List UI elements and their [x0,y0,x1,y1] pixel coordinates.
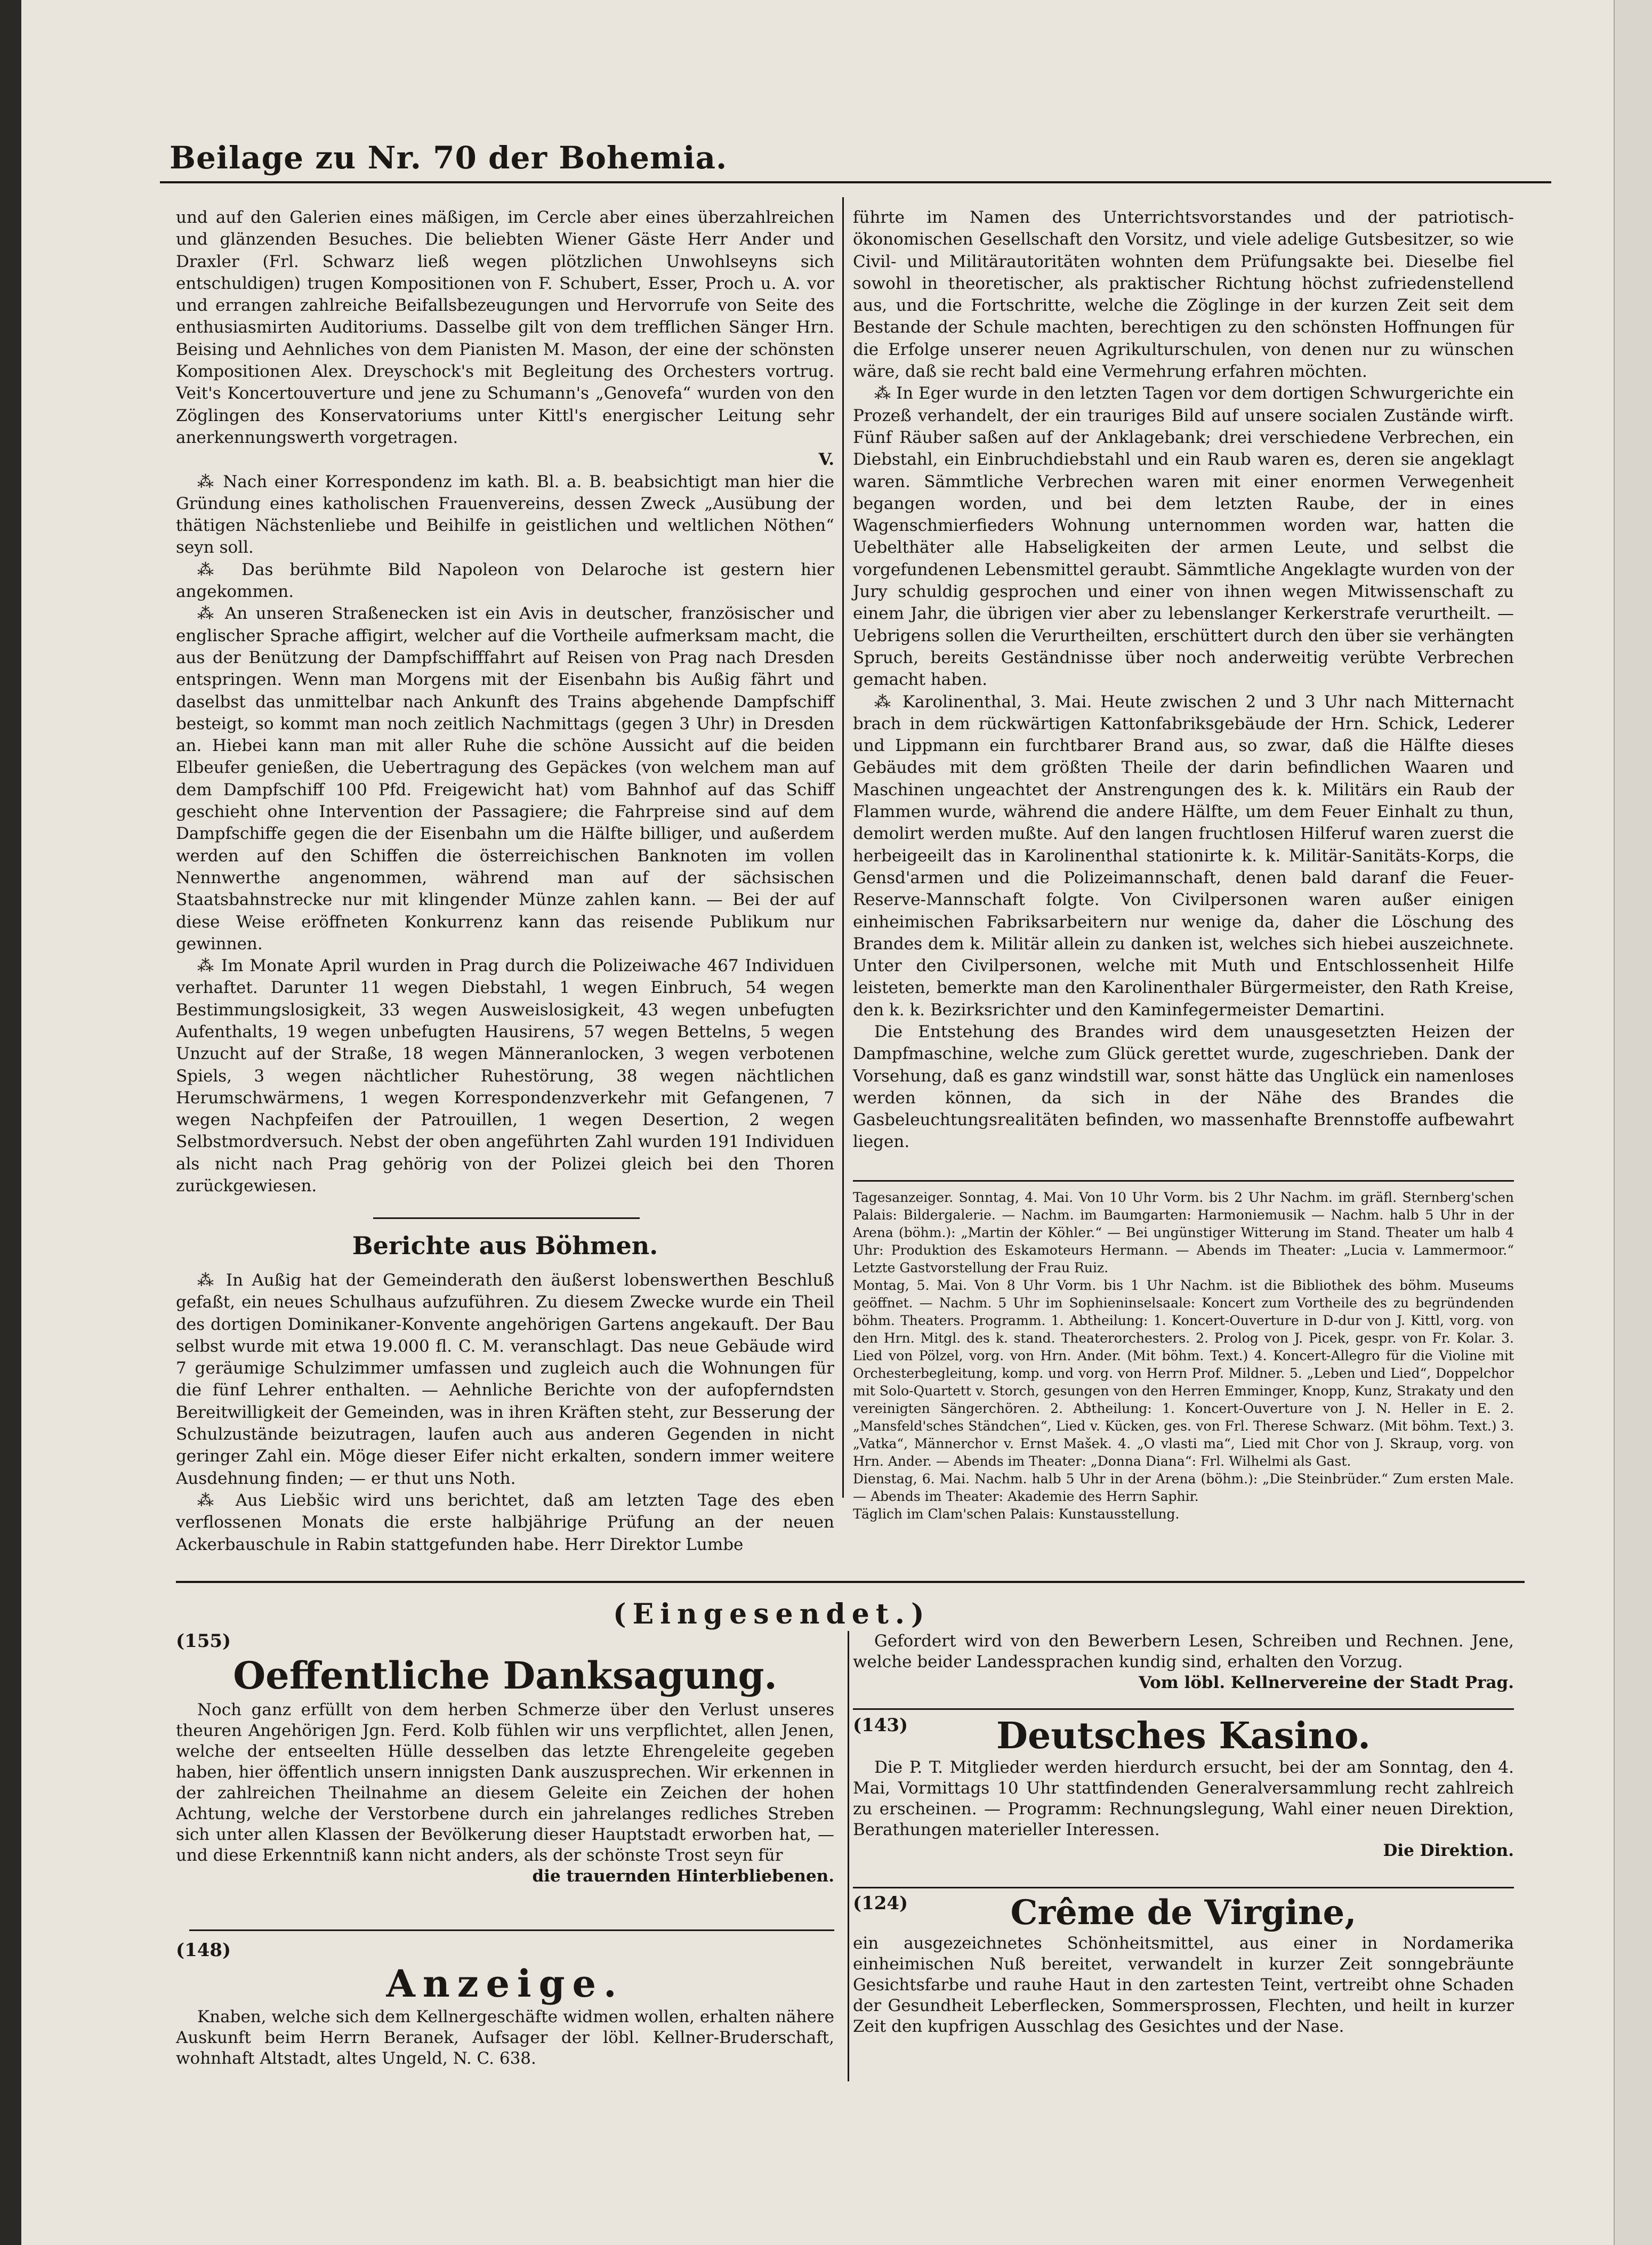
article-paragraph: und auf den Galerien eines mäßigen, im Cercle aber eines überzahlreichen und glänzenden Besuches. Die beliebten Wiener Gäste Herr Ander und Draxler (Frl. Schwarz ließ wegen plötzlichen Unwohlseyns sich entschuldigen) trugen Kompositionen von F. Schubert, Esser, Proch u. A. vor und errangen zahlreiche Beifallsbezeugungen und Hervorrufe von Seite des enthusiasmirten Auditoriums. Dasselbe gilt von dem trefflichen Sänger Hrn. Beising und Aehnliches von dem Pianisten M. Mason, der eine der schönsten Kompositionen Alex. Dreyschock's mit Begleitung des Orchesters vortrug. Veit's Koncertouverture und jene zu Schumann's „Genovefa“ wurden von den Zöglingen des Konservatoriums unter Kittl's energischer Leitung sehr anerkennungswerth vorgetragen. [176,208,834,447]
ad-separator [189,1929,834,1931]
column-divider [842,197,844,1498]
scan-edge-left [0,0,21,2245]
left-column [176,207,834,1197]
article-paragraph: ⁂ Nach einer Korrespondenz im kath. Bl. a. B. beabsichtigt man hier die Gründung eines katholischen Frauenvereins, dessen Zweck „Ausübung der thätigen Nächstenliebe und Beihilfe in geistlichen und weltlichen Nöthen“ seyn soll. [176,472,834,558]
ad-anzeige [176,1940,834,2069]
ad-signature: Vom löbl. Kellnervereine der Stadt Prag. [1138,1673,1514,1692]
ad-number: (148) [176,1940,231,1961]
ad-separator [853,1887,1514,1888]
ads-top-rule [176,1581,1525,1583]
article-paragraph: ⁂ Im Monate April wurden in Prag durch die Polizeiwache 467 Individuen verhaftet. Darunter 11 wegen Diebstahl, 1 wegen Einbruch, 54 wegen Bestimmungslosigkeit, 33 wegen Ausweislosigkeit, 43 wegen unbefugten Aufenthalts, 19 wegen unbefugten Hausirens, 57 wegen Bettelns, 5 wegen Unzucht auf der Straße, 18 wegen Männeranlocken, 3 wegen verbotenen Spiels, 3 wegen nächtlicher Ruhestörung, 38 wegen nächtlichen Herumschwärmens, 1 wegen Korrespondenzverkehr mit Gefangenen, 7 wegen Nachpfeifen der Patrouillen, 1 wegen Desertion, 2 wegen Selbstmordversuch. Nebst der oben angeführten Zahl wurden 191 Individuen als nicht nach Prag gehörig von der Polizei gleich bei den Thoren zurückgewiesen. [176,956,834,1196]
ad-number: (143) [853,1715,908,1736]
ad-signature: Die Direktion. [1383,1841,1514,1860]
eingesendet-label: (Eingesendet.) [613,1598,931,1630]
ad-title: Oeffentliche Danksagung. [233,1653,777,1698]
ad-number: (124) [853,1893,908,1914]
ads-divider [848,1631,849,2081]
article-paragraph: ⁂ Das berühmte Bild Napoleon von Delaroche ist gestern hier angekommen. [176,560,834,602]
ad-creme [853,1893,1514,2037]
ad-kellnerverein [853,1631,1514,1693]
ad-signature: die trauernden Hinterbliebenen. [532,1867,834,1886]
tagesanzeiger-entry: Täglich im Clam'schen Palais: Kunstausstellung. [853,1506,1180,1522]
article-paragraph: ⁂ In Eger wurde in den letzten Tagen vor dem dortigen Schwurgerichte ein Prozeß verhandelt, der ein trauriges Bild auf unsere socialen Zustände wirft. Fünf Räuber saßen auf der Anklagebank; drei verschiedene Verbrechen, ein Diebstahl, ein Einbruchdiebstahl und ein Raub waren es, deren sie angeklagt waren. Sämmtliche Verbrechen waren mit einer enormen Verwegenheit begangen worden, und bei dem letzten Raube, der in eines Wagenschmierfieders Wohnung unternommen worden war, hatten die Uebelthäter alle Habseligkeiten der armen Leute, und selbst die vorgefundenen Lebensmittel geraubt. Sämmtliche Angeklagte wurden von der Jury schuldig gesprochen und einer von ihnen wegen Mitwissenschaft zu einem Jahr, die übrigen vier aber zu lebenslanger Kerkerstrafe verurtheilt. — Uebrigens sollen die Verurtheilten, erschüttert durch den über sie verhängten Spruch, bereits Geständnisse über noch anderweitig verübte Verbrechen gemacht haben. [853,384,1514,690]
section-rule [373,1217,640,1219]
section-heading: Berichte aus Böhmen. [352,1231,658,1260]
tagesanzeiger-entry: Montag, 5. Mai. Von 8 Uhr Vorm. bis 1 Uhr Nachm. ist die Bibliothek des böhm. Museums geöffnet. — Nachm. 5 Uhr im Sophieninselsaale: Koncert zum Vortheile des zu begründenden böhm. Theaters. Programm. 1. Abtheilung: 1. Koncert-Ouverture in D-dur von J. Kittl, vorg. von den Hrn. Mitgl. des k. stand. Theaterorchesters. 2. Prolog von J. Picek, gespr. von Fr. Kolar. 3. Lied von Pölzel, vorg. von Hrn. Ander. (Mit böhm. Text.) 4. Koncert-Allegro für die Violine mit Orchesterbegleitung, komp. und vorg. von Herrn Prof. Mildner. 5. „Leben und Lied“, Doppelchor mit Solo-Quartett v. Storch, gesungen von den Herren Emminger, Knopp, Kunz, Strakaty und den vereinigten Sängerchören. 2. Abtheilung: 1. Koncert-Ouverture von J. N. Heller in E. 2. „Mansfeld'sches Ständchen“, Lied v. Kücken, ges. von Frl. Therese Schwarz. (Mit böhm. Text.) 3. „Vatka“, Männerchor v. Ernst Mašek. 4. „O vlasti ma“, Lied mit Chor von J. Skraup, vorg. von Hrn. Ander. — Abends im Theater: „Donna Diana“: Frl. Wilhelmi als Gast. [853,1278,1514,1469]
tagesanzeiger-entry: Tagesanzeiger. Sonntag, 4. Mai. Von 10 Uhr Vorm. bis 2 Uhr Nachm. im gräfl. Sternberg'schen Palais: Bildergalerie. — Nachm. im Baumgarten: Harmoniemusik — Nachm. halb 5 Uhr in der Arena (böhm.): „Martin der Köhler.“ — Bei ungünstiger Witterung im Stand. Theater um halb 4 Uhr: Produktion des Eskamoteurs Hermann. — Abends im Theater: „Lucia v. Lammermoor.“ Letzte Gastvorstellung der Frau Ruiz. [853,1190,1514,1275]
article-paragraph: führte im Namen des Unterrichtsvorstandes und der patriotisch-ökonomischen Gesellschaft den Vorsitz, und viele adelige Gutsbesitzer, so wie Civil- und Militärautoritäten wohnten dem Prüfungsakte bei. Dieselbe fiel sowohl in theoretischer, als praktischer Richtung höchst zufriedenstellend aus, und die Fortschritte, welche die Zöglinge in der kurzen Zeit seit dem Bestande der Schule machten, berechtigen zu den schönsten Hoffnungen für die Erfolge unserer neuen Agrikulturschulen, von denen nur zu wünschen wäre, daß sie recht bald eine Vermehrung erfahren möchten. [853,208,1514,382]
ad-title: Deutsches Kasino. [996,1715,1371,1757]
bohmen-column [176,1270,834,1556]
ad-text: ein ausgezeichnetes Schönheitsmittel, aus einer in Nordamerika einheimischen Nuß bereitet, verwandelt in kurzer Zeit sonngebräunte Gesichtsfarbe und rauhe Haut in den zartesten Teint, vertreibt ohne Schaden der Gesundheit Leberflecken, Sommersprossen, Flechten, und heilt in kurzer Zeit den kupfrigen Ausschlag des Gesichtes und der Nase. [853,1934,1514,2036]
ad-text: Noch ganz erfüllt von dem herben Schmerze über den Verlust unseres theuren Angehörigen Jgn. Ferd. Kolb fühlen wir uns verpflichtet, allen Jenen, welche der entseelten Hülle desselben das letzte Ehrengeleite gegeben haben, hier öffentlich unsern innigsten Dank auszusprechen. Wir erkennen in der zahlreichen Theilnahme an diesem Geleite ein Zeichen der hohen Achtung, welche der Verstorbene durch ein jahrelanges redliches Streben sich unter allen Klassen der Bevölkerung dieser Hauptstadt erworben hat, — und diese Erkenntniß kann nicht anders, als der schönste Trost seyn für [176,1700,834,1865]
right-column [853,207,1514,1153]
ad-danksagung [176,1631,834,1887]
ad-text: Die P. T. Mitglieder werden hierdurch ersucht, bei der am Sonntag, den 4. Mai, Vormittags 10 Uhr stattfindenden Generalversammlung recht zahlreich zu erscheinen. — Programm: Rechnungslegung, Wahl einer neuen Direktion, Berathungen materieller Interessen. [853,1758,1514,1839]
ad-text: Gefordert wird von den Bewerbern Lesen, Schreiben und Rechnen. Jene, welche beider Landessprachen kundig sind, erhalten den Vorzug. [853,1632,1514,1671]
header-rule [160,181,1551,183]
ad-title: Anzeige. [386,1961,624,2006]
ad-kasino [853,1715,1514,1861]
tagesanzeiger-entry: Dienstag, 6. Mai. Nachm. halb 5 Uhr in der Arena (böhm.): „Die Steinbrüder.“ Zum ersten Male. — Abends im Theater: Akademie des Herrn Saphir. [853,1471,1514,1504]
ad-separator [853,1708,1514,1710]
scan-edge-right [1614,0,1652,2245]
tagesanzeiger-column [853,1189,1514,1523]
ad-text: Knaben, welche sich dem Kellnergeschäfte widmen wollen, erhalten nähere Auskunft beim Herrn Beranek, Aufsager der löbl. Kellner-Bruderschaft, wohnhaft Altstadt, altes Ungeld, N. C. 638. [176,2007,834,2068]
ad-title: Crême de Virgine, [1010,1893,1357,1933]
article-paragraph: ⁂ Karolinenthal, 3. Mai. Heute zwischen 2 und 3 Uhr nach Mitternacht brach in dem rückwärtigen Kattonfabriksgebäude der Hrn. Schick, Lederer und Lippmann ein furchtbarer Brand aus, so zwar, daß die Hälfte dieses Gebäudes mit dem größten Theile der darin befindlichen Waaren und Maschinen ungeachtet der Anstrengungen des k. k. Militärs ein Raub der Flammen wurde, während die andere Hälfte, um dem Feuer Einhalt zu thun, demolirt werden mußte. Auf den langen fruchtlosen Hilferuf waren zuerst die herbeigeeilt das in Karolinenthal stationirte k. k. Militär-Sanitäts-Korps, die Gensd'armen und die Polizeimannschaft, denen bald daranf die Feuer-Reserve-Mannschaft folgte. Von Civilpersonen waren außer einigen einheimischen Fabriksarbeitern nur wenige da, daher die Löschung des Brandes dem k. Militär allein zu danken ist, welches sich hiebei auszeichnete. Unter den Civilpersonen, welche mit Muth und Entschlossenheit Hilfe leisteten, bemerkte man den Karolinenthaler Bürgermeister, den Rath Kreise, den k. k. Bezirksrichter und den Kaminfegermeister Demartini. [853,692,1514,1020]
page-header-title: Beilage zu Nr. 70 der Bohemia. [170,140,728,176]
tagesanzeiger-rule [853,1180,1514,1182]
article-paragraph: ⁂ In Außig hat der Gemeinderath den äußerst lobenswerthen Beschluß gefaßt, ein neues Schulhaus aufzuführen. Zu diesem Zwecke wurde ein Theil des dortigen Dominikaner-Konvente angehörigen Gartens angekauft. Der Bau selbst wurde mit etwa 19.000 fl. C. M. veranschlagt. Das neue Gebäude wird 7 geräumige Schulzimmer umfassen und zugleich auch die Wohnungen für die fünf Lehrer enthalten. — Aehnliche Berichte von der aufopferndsten Bereitwilligkeit der Gemeinden, was in ihren Kräften steht, zur Besserung der Schulzustände beizutragen, laufen auch aus anderen Gegenden in nicht geringer Zahl ein. Möge dieser Eifer nicht erkalten, sondern immer weitere Ausdehnung finden; — er thut uns Noth. [176,1271,834,1488]
article-paragraph: ⁂ An unseren Straßenecken ist ein Avis in deutscher, französischer und englischer Sprache affigirt, welcher auf die Vortheile aufmerksam macht, die aus der Benützung der Dampfschifffahrt auf Reisen von Prag nach Dresden entspringen. Wenn man Morgens mit der Eisenbahn bis Außig fährt und daselbst das unmittelbar nach Ankunft des Trains abgehende Dampfschiff besteigt, so kommt man noch zeitlich Nachmittags (gegen 3 Uhr) in Dresden an. Hiebei kann man mit aller Ruhe die schöne Aussicht auf die beiden Elbeufer genießen, die Uebertragung des Gepäckes (von welchem man auf dem Dampfschiff 100 Pfd. Freigewicht hat) vom Bahnhof auf das Schiff geschieht ohne Intervention der Passagiere; die Fahrpreise sind auf dem Dampfschiffe gegen die der Eisenbahn um die Hälfte billiger, und außerdem werden auf den Schiffen die österreichischen Banknoten im vollen Nennwerthe angenommen, während man auf der sächsischen Staatsbahnstrecke nur mit klingender Münze zahlen kann. — Bei der auf diese Weise eröffneten Konkurrenz kann das reisende Publikum nur gewinnen. [176,604,834,954]
article-signature: V. [818,450,834,470]
article-paragraph: Die Entstehung des Brandes wird dem unausgesetzten Heizen der Dampfmaschine, welche zum Glück gerettet wurde, zugeschrieben. Dank der Vorsehung, daß es ganz windstill war, sonst hätte das Unglück ein namenloses werden können, da sich in der Nähe des Brandes die Gasbeleuchtungsrealitäten befinden, wo massenhafte Brennstoffe aufbewahrt liegen. [853,1022,1514,1152]
article-paragraph: ⁂ Aus Liebšic wird uns berichtet, daß am letzten Tage des eben verflossenen Monats die erste halbjährige Prüfung an der neuen Ackerbauschule in Rabin stattgefunden habe. Herr Direktor Lumbe [176,1490,834,1554]
ad-number: (155) [176,1630,231,1652]
